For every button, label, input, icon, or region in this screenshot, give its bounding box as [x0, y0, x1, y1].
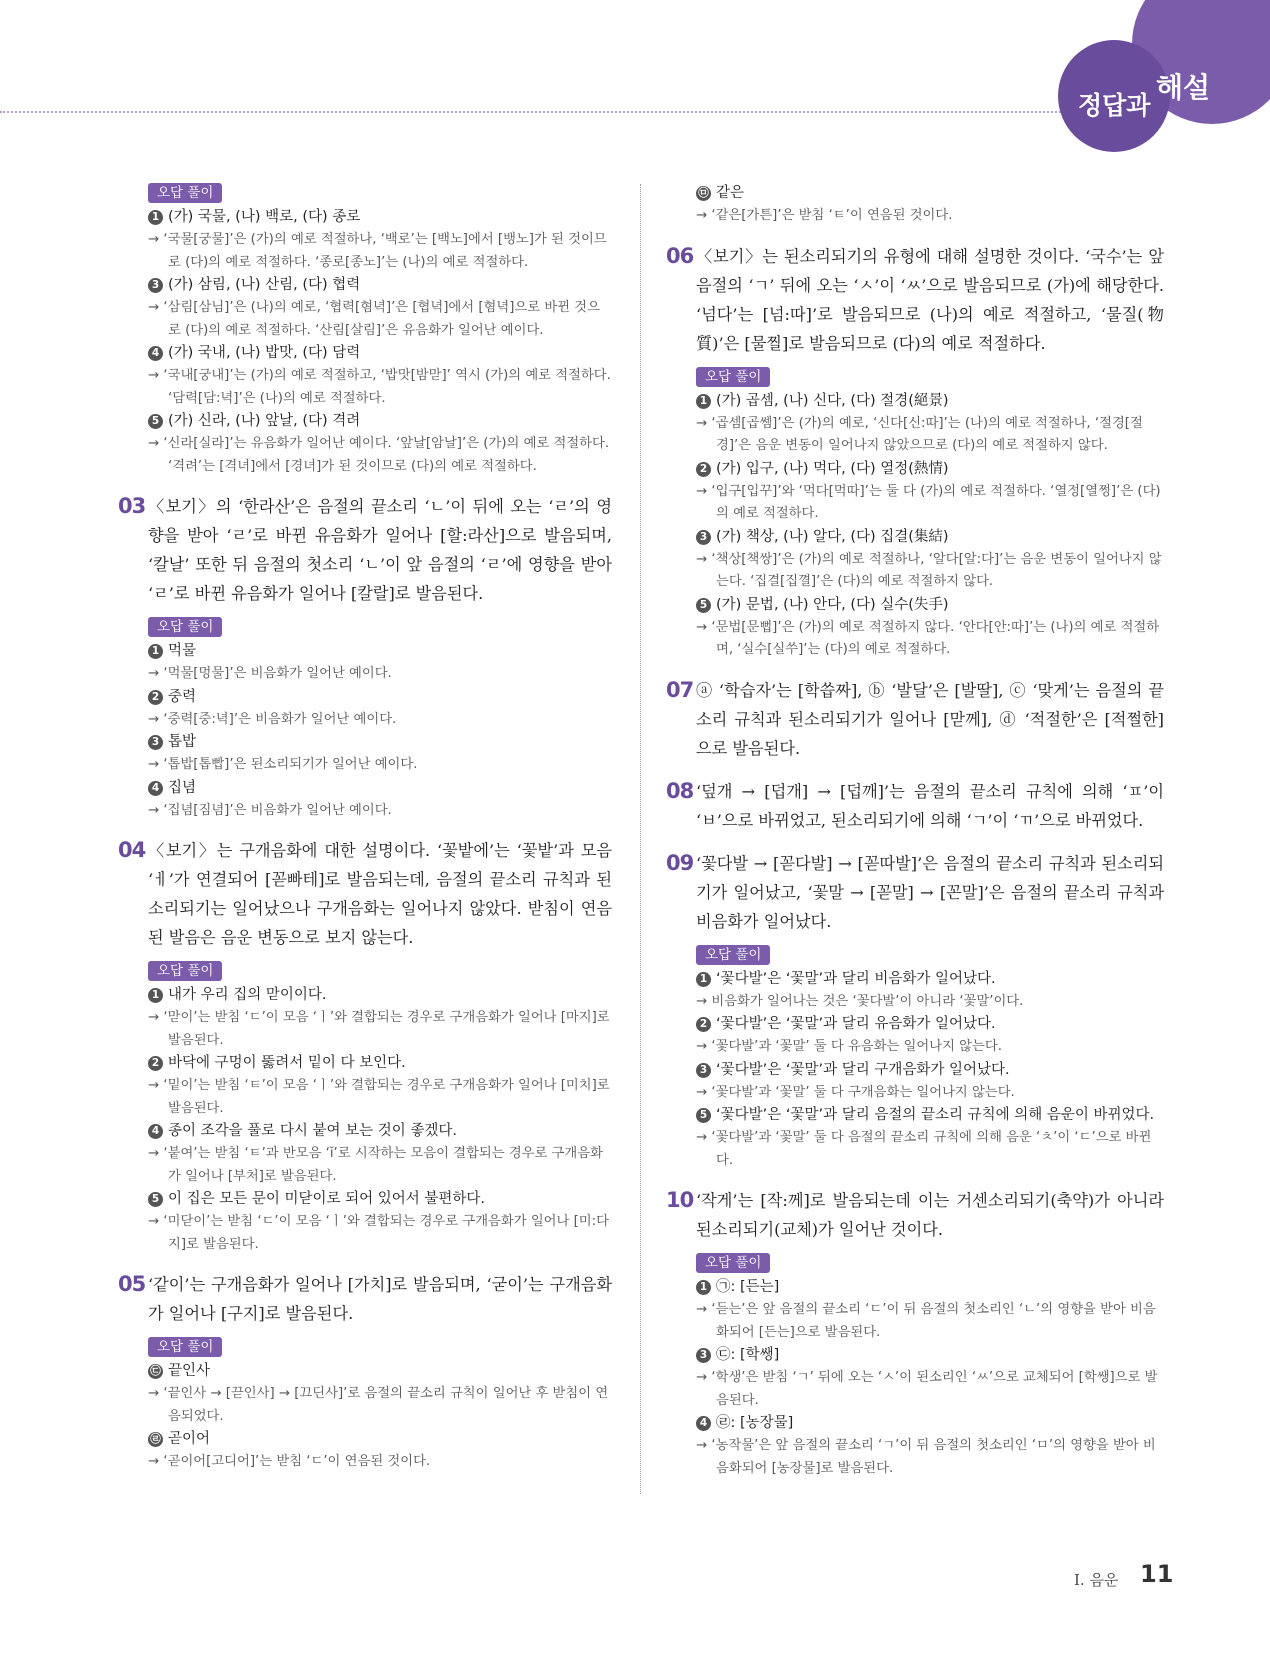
option: 4 집념	[120, 777, 612, 800]
option: 1 먹물	[120, 640, 612, 663]
answer-text: ‘작게’는 [작:께]로 발음되는데 이는 거센소리되기(축약)가 아니라 된소리되기(교체)가 일어난 것이다.	[696, 1191, 1164, 1239]
explanation: → ‘같은[가튼]’은 받침 ‘ㅌ’이 연음된 것이다.	[668, 205, 1164, 228]
explanation: → ‘입구[입꾸]’와 ‘먹다[먹따]’는 둘 다 (가)의 예로 적절하다. ‘열정[열쩡]’은 (다)의 예로 적절하다.	[668, 481, 1164, 526]
explanation: → ‘곧이어[고디어]’는 받침 ‘ㄷ’이 연음된 것이다.	[120, 1451, 612, 1474]
explanation: → ‘국내[궁내]’는 (가)의 예로 적절하고, ‘밥맛[밤맏]’ 역시 (가)의 예로 적절하다. ‘담력[담:녁]’은 (나)의 예로 적절하다.	[120, 365, 612, 410]
option: 1 (가) 곱셈, (나) 신다, (다) 절경(絕景)	[668, 390, 1164, 413]
answer-04	[120, 836, 612, 1256]
option-number-icon: 1	[696, 394, 711, 409]
wrong-answer-tag: 오답 풀이	[696, 945, 770, 965]
explanation: → ‘꽃다발’과 ‘꽃말’ 둘 다 음절의 끝소리 규칙에 의해 음운 ‘ㅊ’이 ‘ㄷ’으로 바뀐다.	[668, 1127, 1164, 1172]
question-number: 05	[118, 1272, 146, 1296]
explanation: → ‘문법[문뻡]’은 (가)의 예로 적절하지 않다. ‘안다[안:따]’는 (나)의 예로 적절하며, ‘실수[실쑤]’는 (다)의 예로 적절하다.	[668, 617, 1164, 662]
option-number-icon: 3	[696, 530, 711, 545]
option-number-icon: ㉣	[148, 1432, 163, 1447]
option-number-icon: 4	[148, 781, 163, 796]
explanation: → ‘미닫이’는 받침 ‘ㄷ’이 모음 ‘ㅣ’와 결합되는 경우로 구개음화가 일어나 [미:다지]로 발음된다.	[120, 1211, 612, 1256]
option-number-icon: 4	[148, 1124, 163, 1139]
wrong-answer-tag: 오답 풀이	[696, 367, 770, 387]
option-number-icon: 1	[148, 988, 163, 1003]
option: ㉣ 곧이어	[120, 1428, 612, 1451]
page-number: 11	[1140, 1560, 1174, 1588]
explanation: → ‘곱셈[곱쎔]’은 (가)의 예로, ‘신다[신:따]’는 (나)의 예로 적절하나, ‘절경[절경]’은 음운 변동이 일어나지 않았으므로 (다)의 예로 적절하지 않다.	[668, 413, 1164, 458]
option: 1 (가) 국물, (나) 백로, (다) 종로	[120, 206, 612, 229]
answer-05	[120, 1270, 612, 1474]
answer-09	[668, 849, 1164, 1173]
option-number-icon: 5	[148, 414, 163, 429]
explanation: → ‘꽃다발’과 ‘꽃말’ 둘 다 구개음화는 일어나지 않는다.	[668, 1082, 1164, 1105]
explanation: → ‘먹물[멍물]’은 비음화가 일어난 예이다.	[120, 663, 612, 686]
option: 4 종이 조각을 풀로 다시 붙여 보는 것이 좋겠다.	[120, 1120, 612, 1143]
option: 4 (가) 국내, (나) 밥맛, (다) 담력	[120, 342, 612, 365]
explanation: → ‘붙여’는 받침 ‘ㅌ’과 반모음 ‘ĭ’로 시작하는 모음이 결합되는 경우로 구개음화가 일어나 [부처]로 발음된다.	[120, 1143, 612, 1188]
option-number-icon: 3	[696, 1348, 711, 1363]
option-number-icon: 1	[148, 644, 163, 659]
option: 4 ㉣: [농장물]	[668, 1412, 1164, 1435]
explanation: → 비음화가 일어나는 것은 ‘꽃다발’이 아니라 ‘꽃말’이다.	[668, 991, 1164, 1014]
question-number: 09	[666, 850, 694, 875]
option-number-icon: 1	[696, 972, 711, 987]
option: 1 내가 우리 집의 맏이이다.	[120, 984, 612, 1007]
answer-06	[668, 242, 1164, 662]
wrong-answer-tag: 오답 풀이	[148, 1337, 222, 1357]
header-divider	[0, 111, 1100, 113]
wrong-answer-tag: 오답 풀이	[148, 617, 222, 637]
explanation: → ‘신라[실라]’는 유음화가 일어난 예이다. ‘앞날[암날]’은 (가)의 예로 적절하다. ‘격려’는 [격녀]에서 [경녀]가 된 것이므로 (다)의 예로 적절하다.	[120, 433, 612, 478]
explanation: → ‘끝인사 → [끋인사] → [끄딘사]’로 음절의 끝소리 규칙이 일어난 후 받침이 연음되었다.	[120, 1383, 612, 1428]
answer-text: ‘덮개 → [덥개] → [덥깨]’는 음절의 끝소리 규칙에 의해 ‘ㅍ’이 ‘ㅂ’으로 바뀌었고, 된소리되기에 의해 ‘ㄱ’이 ‘ㄲ’으로 바뀌었다.	[696, 781, 1164, 830]
option: 2 ‘꽃다발’은 ‘꽃말’과 달리 유음화가 일어났다.	[668, 1013, 1164, 1036]
option-number-icon: 3	[148, 735, 163, 750]
option: 2 중력	[120, 686, 612, 709]
footer-section: Ⅰ. 음운	[1074, 1571, 1119, 1589]
explanation: → ‘중력[중:녁]’은 비음화가 일어난 예이다.	[120, 709, 612, 732]
option-number-icon: 2	[696, 1017, 711, 1032]
question-number: 03	[118, 494, 146, 518]
badge-title-1: 정답과	[1078, 91, 1151, 120]
option-number-icon: 5	[696, 1108, 711, 1123]
answer-text: 〈보기〉는 된소리되기의 유형에 대해 설명한 것이다. ‘국수’는 앞 음절의 ‘ㄱ’ 뒤에 오는 ‘ㅅ’이 ‘ㅆ’으로 발음되므로 (가)에 해당한다. ‘넘다’는 [넘:따]’로 발음되므로 (나)의 예로 적절하고, ‘물질(物質)’은 [물찔]로 발음되므로 (다)의 예로 적절하다.	[696, 246, 1164, 353]
answer-text: ‘같이’는 구개음화가 일어나 [가치]로 발음되며, ‘굳이’는 구개음화가 일어나 [구지]로 발음된다.	[148, 1275, 612, 1323]
option: 3 ㉢: [학쌩]	[668, 1344, 1164, 1367]
answer-10	[668, 1186, 1164, 1480]
option-number-icon: 1	[148, 210, 163, 225]
wrong-answer-tag: 오답 풀이	[148, 961, 222, 981]
option-number-icon: 5	[148, 1192, 163, 1207]
option-number-icon: 2	[148, 690, 163, 705]
explanation: → ‘꽃다발’과 ‘꽃말’ 둘 다 유음화는 일어나지 않는다.	[668, 1036, 1164, 1059]
explanation: → ‘맏이’는 받침 ‘ㄷ’이 모음 ‘ㅣ’와 결합되는 경우로 구개음화가 일어나 [마지]로 발음된다.	[120, 1007, 612, 1052]
badge-title-2: 해설	[1156, 71, 1211, 104]
answer-08	[668, 777, 1164, 835]
answer-text: ⓐ ‘학습자’는 [학씁짜], ⓑ ‘발달’은 [발딸], ⓒ ‘맞게’는 음절의 끝소리 규칙과 된소리되기가 일어나 [맏께], ⓓ ‘적절한’은 [적쩔한]으로 발음된다.	[696, 680, 1164, 758]
explanation: → ‘삼림[삼님]’은 (나)의 예로, ‘협력[혐녁]’은 [협녁]에서 [혐녁]으로 바뀐 것으로 (다)의 예로 적절하다. ‘산림[살림]’은 유음화가 일어난 예이다.	[120, 297, 612, 342]
option: 5 (가) 신라, (나) 앞날, (다) 격려	[120, 410, 612, 433]
option-number-icon: 1	[696, 1280, 711, 1295]
option-number-icon: 3	[696, 1063, 711, 1078]
option-number-icon: ㉢	[148, 1364, 163, 1379]
option: 3 (가) 책상, (나) 알다, (다) 집결(集結)	[668, 526, 1164, 549]
answer-05-continued	[668, 182, 1164, 228]
option: 3 ‘꽃다발’은 ‘꽃말’과 달리 구개음화가 일어났다.	[668, 1059, 1164, 1082]
right-column	[668, 182, 1164, 1480]
option: 1 ‘꽃다발’은 ‘꽃말’과 달리 비음화가 일어났다.	[668, 968, 1164, 991]
answer-03	[120, 492, 612, 822]
option: 3 (가) 삼림, (나) 산림, (다) 협력	[120, 274, 612, 297]
explanation: → ‘밑이’는 받침 ‘ㅌ’이 모음 ‘ㅣ’와 결합되는 경우로 구개음화가 일어나 [미치]로 발음된다.	[120, 1075, 612, 1120]
option: 1 ㉠: [든는]	[668, 1276, 1164, 1299]
option-number-icon: 2	[148, 1056, 163, 1071]
question-number: 04	[118, 838, 146, 862]
question-number: 10	[666, 1188, 694, 1212]
option-number-icon: ㉤	[696, 186, 711, 201]
left-column	[120, 182, 612, 1474]
answer-07	[668, 676, 1164, 763]
explanation: → ‘톱밥[톱빱]’은 된소리되기가 일어난 예이다.	[120, 754, 612, 777]
option: 5 (가) 문법, (나) 안다, (다) 실수(失手)	[668, 594, 1164, 617]
column-divider	[640, 184, 641, 1494]
explanation: → ‘집념[짐념]’은 비음화가 일어난 예이다.	[120, 800, 612, 823]
option-number-icon: 4	[148, 346, 163, 361]
answer-text: 〈보기〉는 구개음화에 대한 설명이다. ‘꽃밭에’는 ‘꽃밭’과 모음 ‘ㅔ’가 연결되어 [꼳빠테]로 발음되는데, 음절의 끝소리 규칙과 된소리되기는 일어났으나 구개음화는 일어나지 않았다. 받침이 연음된 발음은 음운 변동으로 보지 않는다.	[148, 841, 612, 947]
explanation: → ‘국물[궁물]’은 (가)의 예로 적절하나, ‘백로’는 [백노]에서 [뱅노]가 된 것이므로 (다)의 예로 적절하다. ‘종로[종노]’는 (나)의 예로 적절하다.	[120, 229, 612, 274]
option-number-icon: 3	[148, 278, 163, 293]
explanation: → ‘농작물’은 앞 음절의 끝소리 ‘ㄱ’이 뒤 음절의 첫소리인 ‘ㅁ’의 영향을 받아 비음화되어 [농장물]로 발음된다.	[668, 1435, 1164, 1480]
option: 2 바닥에 구멍이 뚫려서 밑이 다 보인다.	[120, 1052, 612, 1075]
option: 2 (가) 입구, (나) 먹다, (다) 열정(熱情)	[668, 458, 1164, 481]
wrong-answer-tag: 오답 풀이	[696, 1253, 770, 1273]
explanation: → ‘책상[책쌍]’은 (가)의 예로 적절하나, ‘알다[알:다]’는 음운 변동이 일어나지 않는다. ‘집결[집껼]’은 (다)의 예로 적절하지 않다.	[668, 549, 1164, 594]
question-number: 06	[666, 243, 694, 268]
question-number: 07	[666, 677, 694, 702]
question-number: 08	[666, 778, 694, 803]
option: 5 ‘꽃다발’은 ‘꽃말’과 달리 음절의 끝소리 규칙에 의해 음운이 바뀌었다.	[668, 1104, 1164, 1127]
answer-text: 〈보기〉의 ‘한라산’은 음절의 끝소리 ‘ㄴ’이 뒤에 오는 ‘ㄹ’의 영향을 받아 ‘ㄹ’로 바뀐 유음화가 일어나 [할:라산]으로 발음되며, ‘칼날’ 또한 뒤 음절의 첫소리 ‘ㄴ’이 앞 음절의 ‘ㄹ’에 영향을 받아 ‘ㄹ’로 바뀐 유음화가 일어나 [칼랄]로 발음된다.	[148, 497, 612, 603]
option: 3 톱밥	[120, 731, 612, 754]
option-number-icon: 2	[696, 462, 711, 477]
explanation: → ‘학생’은 받침 ‘ㄱ’ 뒤에 오는 ‘ㅅ’이 된소리인 ‘ㅆ’으로 교체되어 [학쌩]으로 발음된다.	[668, 1367, 1164, 1412]
option-number-icon: 4	[696, 1416, 711, 1431]
option: ㉢ 끝인사	[120, 1360, 612, 1383]
answer-text: ‘꽃다발 → [꼳다발] → [꼳따발]’은 음절의 끝소리 규칙과 된소리되기가 일어났고, ‘꽃말 → [꼳말] → [꼰말]’은 음절의 끝소리 규칙과 비음화가 일어났다.	[696, 853, 1164, 931]
option: 5 이 집은 모든 문이 미닫이로 되어 있어서 불편하다.	[120, 1188, 612, 1211]
answer-02-wrong-explanations	[120, 182, 612, 478]
explanation: → ‘듣는’은 앞 음절의 끝소리 ‘ㄷ’이 뒤 음절의 첫소리인 ‘ㄴ’의 영향을 받아 비음화되어 [든는]으로 발음된다.	[668, 1299, 1164, 1344]
wrong-answer-tag: 오답 풀이	[148, 183, 222, 203]
option: ㉤ 같은	[668, 182, 1164, 205]
option-number-icon: 5	[696, 598, 711, 613]
